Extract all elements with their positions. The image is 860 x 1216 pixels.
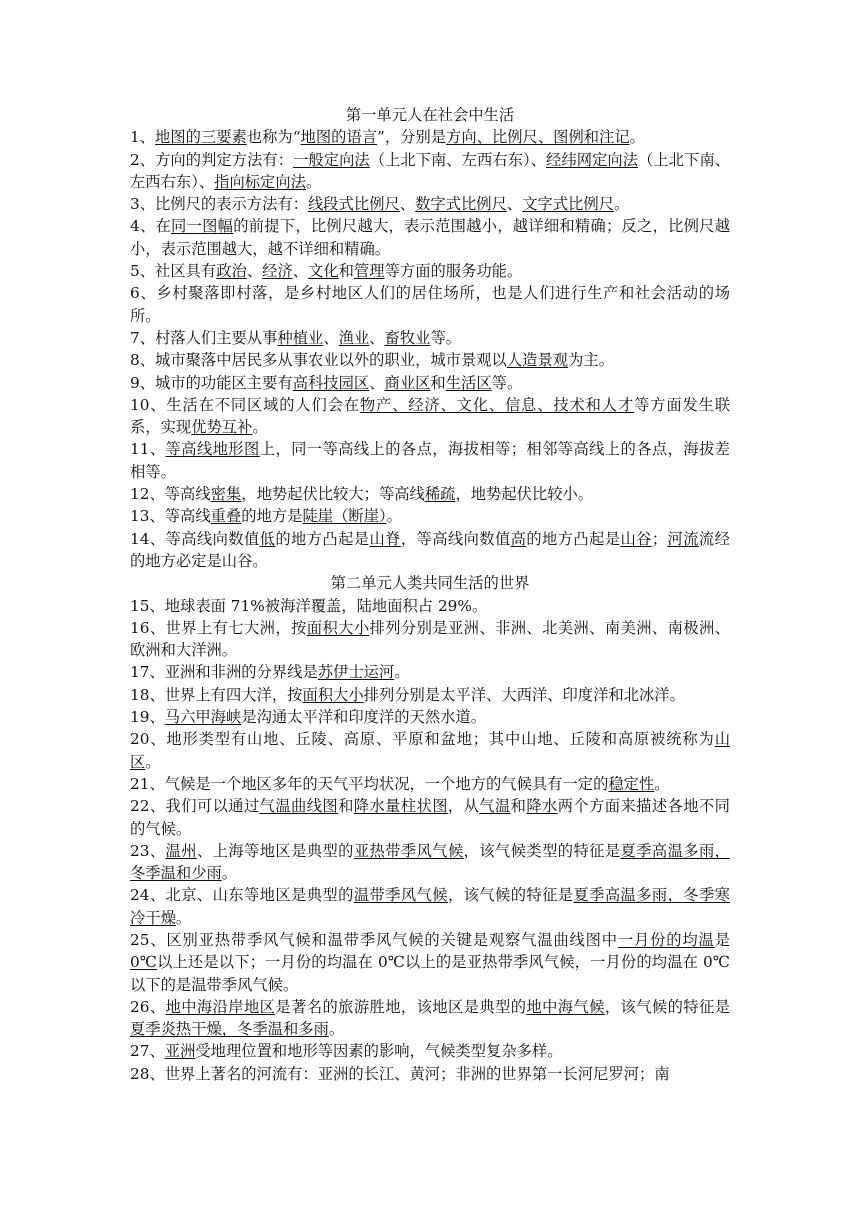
item-text: 5、社区具有 [130,262,217,281]
list-item [130,1040,730,1062]
item-text: 。 [145,752,161,771]
item-text: 9、城市的功能区主要有 [130,373,293,392]
item-text: ”，分别是 [377,128,447,147]
key-term: 方向、比例尺、图例和注记 [446,128,630,147]
key-term: 马六甲海峡 [164,708,242,727]
item-text: 两个方面来描述各地不同的气候。 [130,797,730,838]
item-text: 3、比例尺的表示方法有： [130,195,308,214]
list-item [130,193,730,215]
key-term: 夏季高温多雨，冬季温和少雨 [130,841,730,883]
item-text: 的地方凸起是 [526,529,621,548]
list-item [130,505,730,527]
item-text: 是 [714,930,730,949]
list-item [130,996,730,1041]
key-term: 面积大小 [306,618,370,637]
item-text: 和 [510,797,527,816]
key-term: 地图的语言 [300,128,378,147]
item-text: 、 [399,195,416,214]
key-term: 线段式比例尺 [308,195,400,214]
item-text: 和 [338,262,354,281]
item-text: 、 [369,373,385,392]
key-term: 数字式比例尺 [415,195,507,214]
item-text: 27、 [130,1042,165,1061]
list-item [130,884,730,929]
item-text: ，地势起伏比较小。 [455,485,594,504]
item-text: 上，同一等高线上的各点，海拔相等；相邻等高线上的各点，海拔差相等。 [130,440,730,481]
item-text: 23、 [130,841,166,860]
item-text: 。 [252,418,268,437]
item-text: 等。 [430,328,462,347]
item-text: 。 [386,507,402,526]
item-text: ； [651,529,668,548]
key-term: 气温曲线图 [259,797,339,816]
item-text: 26、 [130,997,166,1016]
key-term: 温带季风气候 [353,886,448,905]
list-item [130,349,730,371]
item-text: 。 [654,774,670,793]
list-item [130,438,730,483]
key-term: 地图的三要素 [155,128,247,147]
list-item [130,394,730,439]
item-text: 和 [338,797,354,816]
key-term: 地中海气候 [526,997,605,1016]
key-term: 高 [510,529,527,548]
list-item [130,528,730,573]
list-item [130,149,730,194]
item-text: 、上海等地区是典型的 [196,841,354,860]
key-term: 稀疏 [424,485,456,504]
list-item [130,215,730,260]
key-term: 高科技园区 [292,373,370,392]
item-text: （上北下南、左西右东）、 [369,150,547,169]
item-text: 25、区别亚热带季风气候和温带季风气候的关键是观察气温曲线图中 [130,930,618,949]
key-term: 人造景观 [506,351,569,370]
item-text: 等方面的服务功能。 [384,262,523,281]
item-text: 、 [292,262,309,281]
key-term: 面积大小 [302,685,364,704]
item-text: 的地方凸起是 [275,529,370,548]
item-text: 。 [614,195,630,214]
item-text: ，该气候的特征是 [447,886,574,905]
key-term: 降水 [526,797,558,816]
key-term: 渔业 [338,328,370,347]
list-item [130,929,730,996]
item-text: ，等高线向数值 [400,529,511,548]
key-term: 种植业 [277,328,324,347]
key-term: 生活区 [445,373,492,392]
item-text: 、 [506,195,523,214]
key-term: 同一图幅 [171,217,234,236]
list-item [130,795,730,840]
item-text: 。 [175,908,192,927]
item-text: ，从 [447,797,480,816]
key-term: 河流 [667,529,699,548]
key-term: 山区 [130,730,730,771]
key-term: 地中海沿岸地区 [165,997,276,1016]
list-item [130,260,730,282]
item-text: 10、生活在不同区域的人们会在 [130,395,360,414]
list-item [130,840,730,885]
item-text: 是沟通太平洋和印度洋的天然水道。 [241,708,487,727]
key-term: 指向标定向法 [214,172,306,191]
item-text: 17、亚洲和非洲的分界线是 [130,663,318,682]
item-text: 18、世界上有四大洋，按 [130,685,303,704]
unit1-title: 第一单元人在社会中生活 [345,106,515,124]
item-text: 、 [246,262,263,281]
key-term: 文化 [308,262,339,281]
item-text: 13、等高线 [130,507,211,526]
item-text: 6、乡村聚落即村落，是乡村地区人们的居住场所，也是人们进行生产和社会活动的场所。 [130,284,730,325]
item-text: ，该气候类型的特征是 [463,841,621,860]
item-text: 。 [328,1020,345,1039]
item-text: 。 [305,172,322,191]
item-text: 的前提下，比例尺越大，表示范围越小，越详细和精确；反之，比例尺越小，表示范围越大，越不详细和精确。 [130,217,730,258]
key-term: 文字式比例尺 [522,195,615,214]
item-text: 12、等高线 [130,485,211,504]
key-term: 经纬网定向法 [546,150,639,169]
item-text: 。 [629,128,645,147]
document-body [130,104,730,1085]
item-text: 7、村落人们主要从事 [130,328,278,347]
key-term: 亚热带季风气候 [353,841,464,860]
list-item [130,483,730,505]
item-text: 1、 [130,128,156,147]
key-term: 重叠 [210,507,242,526]
key-term: 经济 [262,262,293,281]
list-item [130,595,730,617]
key-term: 亚洲 [164,1042,196,1061]
item-text: 28、世界上著名的河流有：亚洲的长江、黄河；非洲的世界第一长河尼罗河；南 [130,1064,670,1083]
key-term: 陡崖（断崖） [302,507,387,526]
item-text: 20、地形类型有山地、丘陵、高原、平原和盆地；其中山地、丘陵和高原被统称为 [130,730,715,749]
key-term: 稳定性 [608,774,655,793]
list-item [130,282,730,327]
item-text: 以上还是以下；一月份的均温在 0℃以上的是亚热带季风气候，一月份的均温在 0℃以下的是温带季风气候。 [130,953,730,994]
key-term: 0℃ [130,953,158,972]
item-text: 等。 [491,373,523,392]
item-text: 也称为“ [246,128,301,147]
key-term: 优势互补 [191,418,253,437]
unit1-list [130,126,730,572]
list-item [130,372,730,394]
item-text: 等方面发生联系，实现 [130,395,730,437]
list-item [130,1063,730,1085]
key-term: 苏伊士运河 [317,663,395,682]
item-text: 15、地球表面 71%被海洋覆盖，陆地面积占 29%。 [130,596,488,615]
item-text: 14、等高线向数值 [130,529,260,548]
key-term: 一般定向法 [293,150,370,169]
key-term: 低 [259,529,276,548]
item-text: 22、我们可以通过 [130,797,260,816]
item-text: 、 [323,328,339,347]
item-text: 8、城市聚落中居民多从事农业以外的职业，城市景观以 [130,351,507,370]
unit2-title: 第二单元人类共同生活的世界 [330,574,530,593]
item-text: 21、气候是一个地区多年的天气平均状况，一个地方的气候具有一定的 [130,774,609,793]
item-text: 。 [221,864,238,883]
item-text: ，地势起伏比较大；等高线 [241,485,425,504]
key-term: 管理 [353,262,385,281]
item-text: 为主。 [568,351,614,370]
key-term: 政治 [216,262,247,281]
key-term: 温州 [165,841,197,860]
unit2-list [130,595,730,1086]
item-text: 和 [430,373,446,392]
key-term: 物产、经济、文化、信息、技术和人才 [359,395,635,414]
item-text: 的地方是 [241,507,303,526]
list-item [130,706,730,728]
key-term: 一月份的均温 [617,930,715,949]
item-text: 19、 [130,708,165,727]
key-term: 山谷 [620,529,652,548]
item-text: 。 [394,663,410,682]
item-text: 流经的地方必定是山谷。 [130,529,730,570]
key-term: 山脊 [369,529,401,548]
item-text: 11、 [130,440,166,459]
list-item [130,684,730,706]
item-text: 4、在 [130,217,172,236]
item-text: 排列分别是亚洲、非洲、北美洲、南美洲、南极洲、欧洲和大洋洲。 [130,618,730,660]
item-text: 排列分别是太平洋、大西洋、印度洋和北冰洋。 [363,685,685,704]
item-text: 24、北京、山东等地区是典型的 [130,886,354,905]
list-item [130,327,730,349]
item-text: ，该气候的特征是 [604,997,730,1016]
item-text: 受地理位置和地形等因素的影响，气候类型复杂多样。 [195,1042,563,1061]
list-item [130,617,730,662]
item-text: （上北下南、左西右东）、 [130,150,730,191]
list-item [130,661,730,683]
key-term: 夏季高温多雨，冬季寒冷干燥 [130,886,730,927]
list-item [130,126,730,148]
list-item [130,728,730,773]
item-text: 2、方向的判定方法有： [130,150,294,169]
item-text: 是著名的旅游胜地，该地区是典型的 [275,997,527,1016]
key-term: 降水量柱状图 [353,797,448,816]
list-item [130,773,730,795]
item-text: 16、世界上有七大洲，按 [130,618,307,637]
key-term: 气温 [479,797,511,816]
key-term: 等高线地形图 [165,440,260,459]
item-text: 、 [369,328,385,347]
key-term: 夏季炎热干燥，冬季温和多雨 [130,1020,329,1039]
key-term: 商业区 [384,373,431,392]
key-term: 密集 [210,485,242,504]
key-term: 畜牧业 [384,328,431,347]
